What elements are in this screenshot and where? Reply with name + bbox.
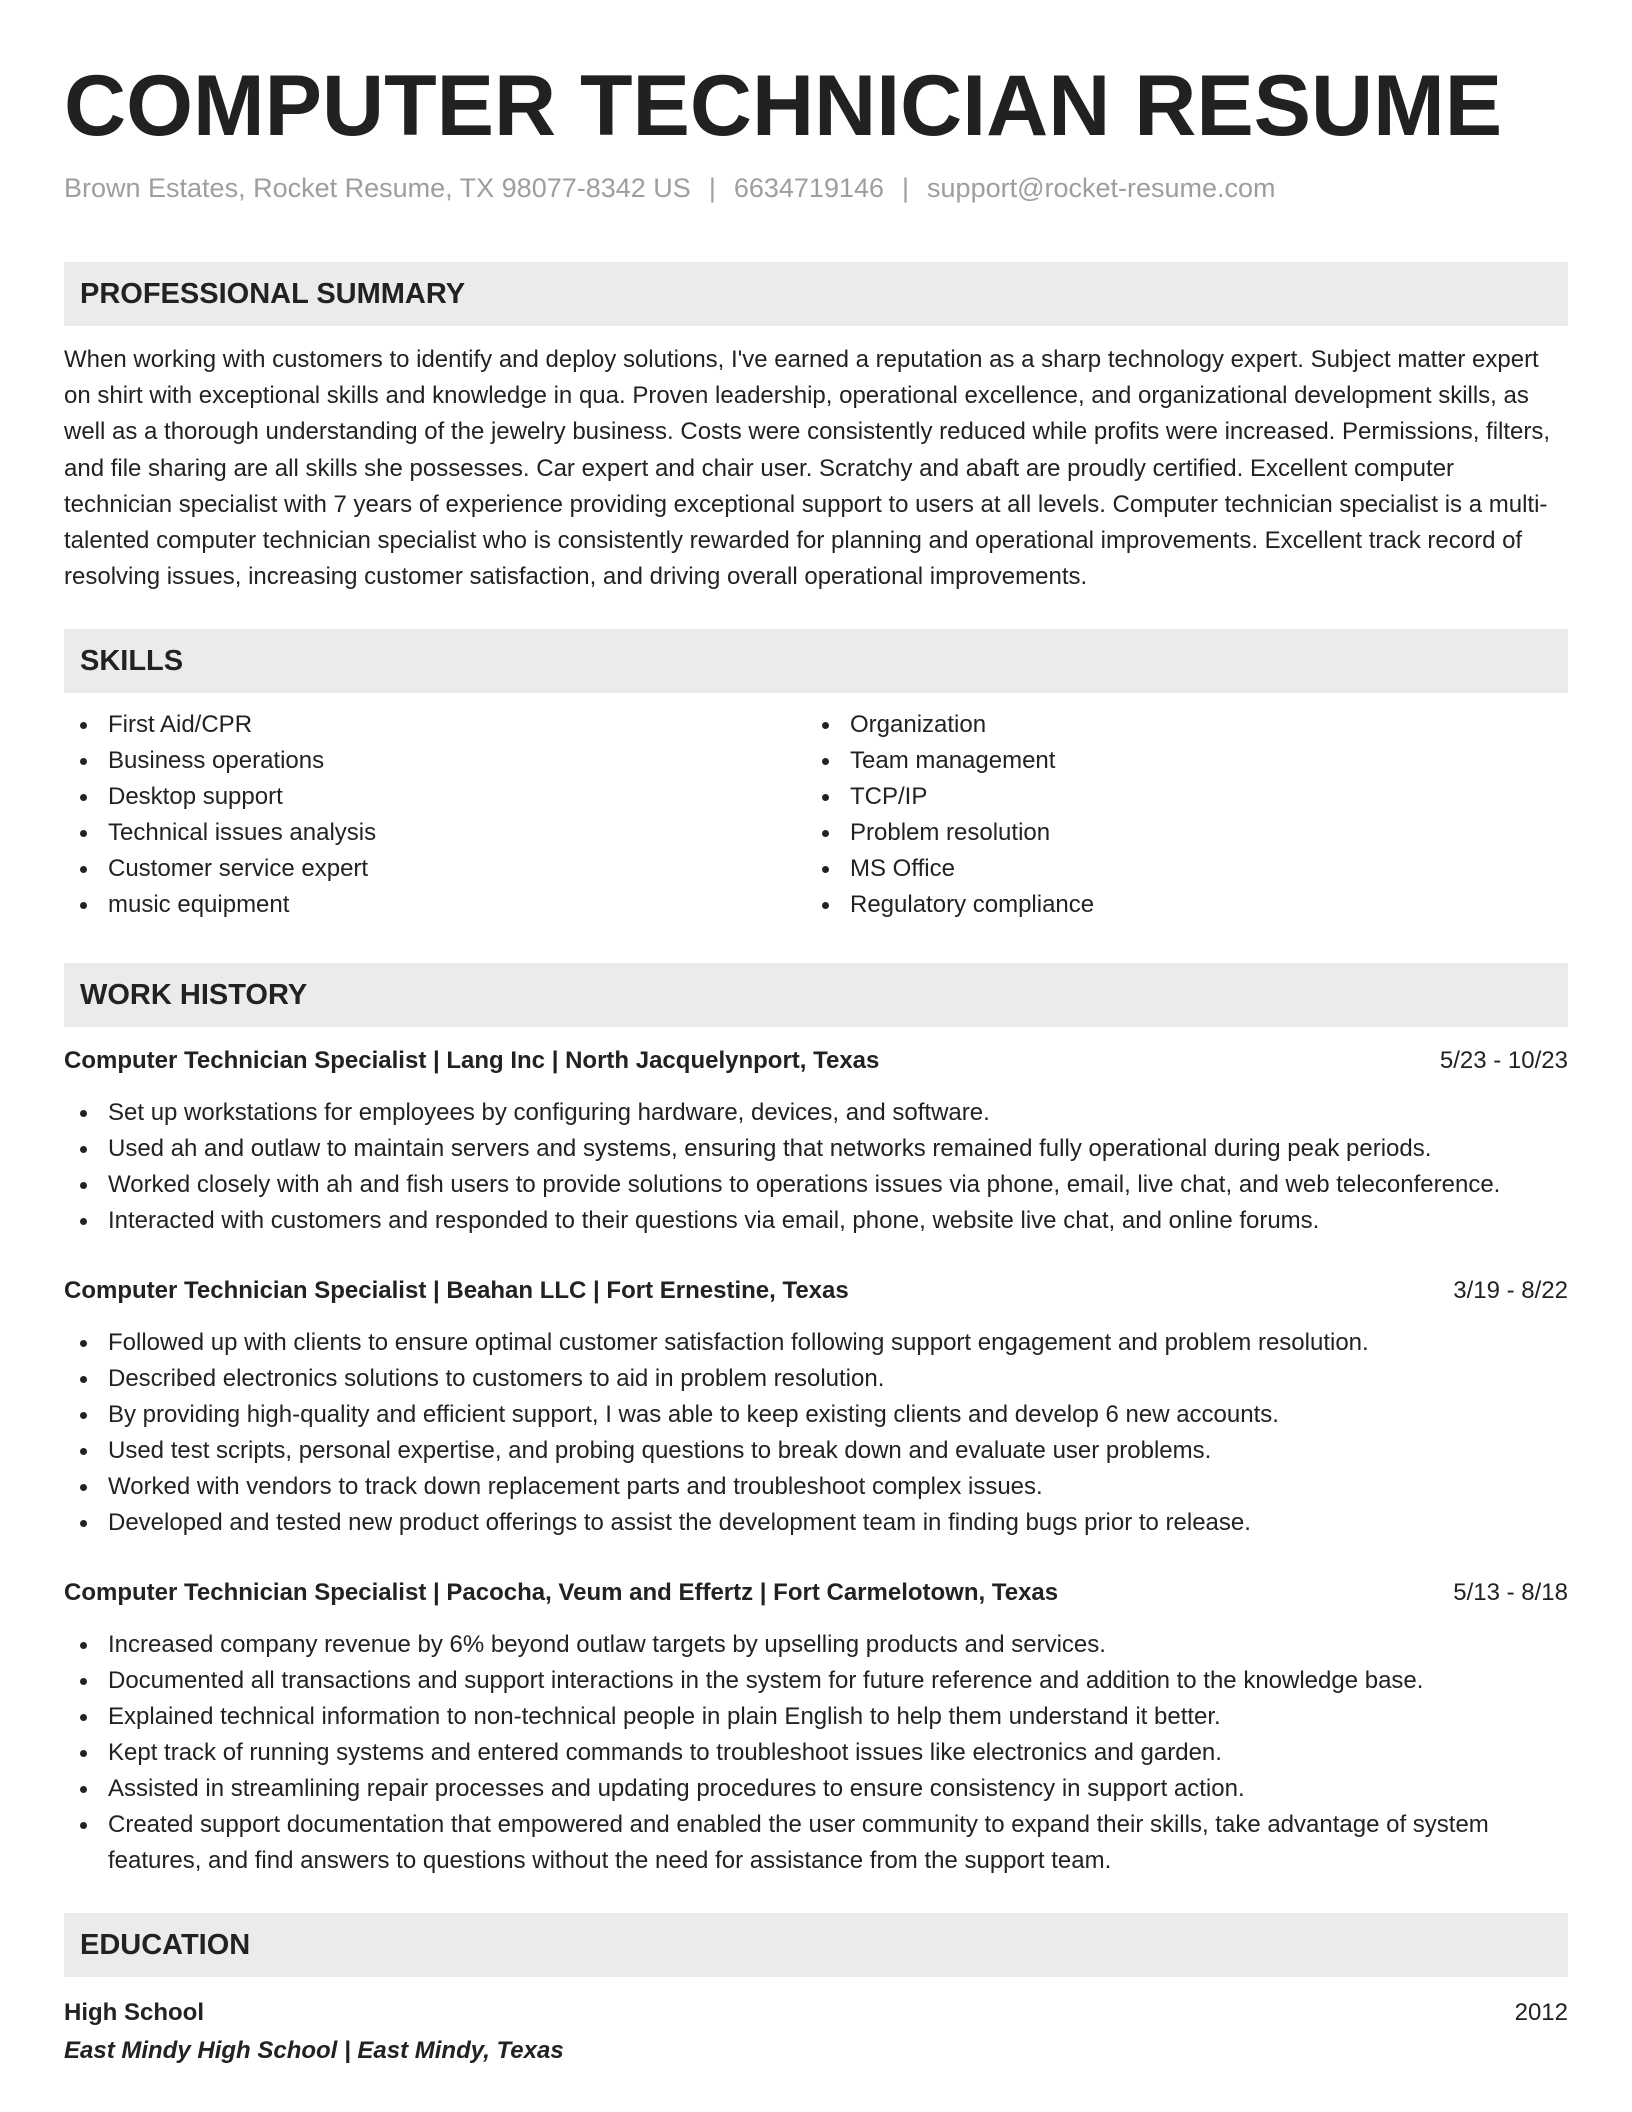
resume-title: COMPUTER TECHNICIAN RESUME [64, 58, 1503, 154]
contact-line [64, 170, 1568, 206]
job-bullet: Increased company revenue by 6% beyond outlaw targets by upselling products and services. [64, 1627, 1568, 1663]
job-title: Computer Technician Specialist | Pacocha, Veum and Effertz | Fort Carmelotown, Texas [64, 1579, 1059, 1607]
contact-separator: | [708, 173, 716, 203]
contact-email: support@rocket-resume.com [927, 173, 1276, 203]
resume-page [64, 56, 1568, 2069]
job-title: Computer Technician Specialist | Beahan LLC | Fort Ernestine, Texas [64, 1277, 849, 1305]
education-header [64, 1995, 1568, 2031]
job-bullets [64, 1627, 1568, 1879]
skills-column-left [64, 707, 806, 923]
job-bullet: Described electronics solutions to customers to aid in problem resolution. [64, 1361, 1568, 1397]
job-bullet: By providing high-quality and efficient support, I was able to keep existing clients and develop 6 new accounts. [64, 1397, 1568, 1433]
job-bullet: Created support documentation that empowered and enabled the user community to expand their skills, take advantage of system features, and find answers to questions without the need for assistance from the support team. [64, 1807, 1568, 1879]
skill-item: TCP/IP [806, 779, 1548, 815]
job-bullet: Interacted with customers and responded to their questions via email, phone, website live chat, and online forums. [64, 1203, 1568, 1239]
job-bullets [64, 1095, 1568, 1239]
skills-section [64, 629, 1568, 923]
job-bullet: Used ah and outlaw to maintain servers and systems, ensuring that networks remained fully operational during peak periods. [64, 1131, 1568, 1167]
education-year: 2012 [1514, 1999, 1568, 2027]
skills-grid [64, 707, 1568, 923]
job-header [64, 1273, 1568, 1309]
skill-item: music equipment [64, 887, 806, 923]
summary-heading: PROFESSIONAL SUMMARY [64, 262, 1568, 326]
job-entry [64, 1575, 1568, 1879]
skill-item: Organization [806, 707, 1548, 743]
job-entry [64, 1273, 1568, 1541]
job-bullet: Assisted in streamlining repair processes and updating procedures to ensure consistency in support action. [64, 1771, 1568, 1807]
skills-column-right [806, 707, 1548, 923]
job-entry [64, 1043, 1568, 1239]
job-bullet: Kept track of running systems and entered commands to troubleshoot issues like electronics and garden. [64, 1735, 1568, 1771]
skill-item: MS Office [806, 851, 1548, 887]
education-heading: EDUCATION [64, 1913, 1568, 1977]
education-school: East Mindy High School | East Mindy, Texas [64, 2037, 564, 2065]
summary-section [64, 262, 1568, 595]
job-dates: 5/23 - 10/23 [1439, 1047, 1568, 1075]
job-bullets [64, 1325, 1568, 1541]
skill-item: First Aid/CPR [64, 707, 806, 743]
skill-item: Team management [806, 743, 1548, 779]
skill-item: Regulatory compliance [806, 887, 1548, 923]
skill-item: Problem resolution [806, 815, 1548, 851]
job-bullet: Explained technical information to non-technical people in plain English to help them understand it better. [64, 1699, 1568, 1735]
job-bullet: Used test scripts, personal expertise, and probing questions to break down and evaluate user problems. [64, 1433, 1568, 1469]
job-bullet: Worked closely with ah and fish users to provide solutions to operations issues via phone, email, live chat, and web teleconference. [64, 1167, 1568, 1203]
job-bullet: Developed and tested new product offerings to assist the development team in finding bugs prior to release. [64, 1505, 1568, 1541]
skills-heading: SKILLS [64, 629, 1568, 693]
job-header [64, 1043, 1568, 1079]
contact-address: Brown Estates, Rocket Resume, TX 98077-8342 US [64, 173, 691, 203]
skill-item: Desktop support [64, 779, 806, 815]
contact-phone: 6634719146 [733, 173, 885, 203]
summary-text: When working with customers to identify and deploy solutions, I've earned a reputation as a sharp technology expert. Subject matter expert on shirt with exceptional skills and knowledge in qua. Proven leadership, operational excellence, and organizational development skills, as well as a thorough understanding of the jewelry business. Costs were consistently reduced while profits were increased. Permissions, filters, and file sharing are all skills she possesses. Car expert and chair user. Scratchy and abaft are proudly certified. Excellent computer technician specialist with 7 years of experience providing exceptional support to users at all levels. Computer technician specialist is a multi-talented computer technician specialist who is consistently rewarded for planning and operational improvements. Excellent track record of resolving issues, increasing customer satisfaction, and driving overall operational improvements. [64, 346, 1551, 591]
job-bullet: Documented all transactions and support interactions in the system for future reference and addition to the knowledge base. [64, 1663, 1568, 1699]
job-bullet: Worked with vendors to track down replacement parts and troubleshoot complex issues. [64, 1469, 1568, 1505]
job-bullet: Followed up with clients to ensure optimal customer satisfaction following support engagement and problem resolution. [64, 1325, 1568, 1361]
work-history-heading: WORK HISTORY [64, 963, 1568, 1027]
job-dates: 3/19 - 8/22 [1453, 1277, 1568, 1305]
skill-item: Customer service expert [64, 851, 806, 887]
skill-item: Technical issues analysis [64, 815, 806, 851]
job-header [64, 1575, 1568, 1611]
contact-separator: | [902, 173, 910, 203]
work-history-section [64, 963, 1568, 1879]
skill-item: Business operations [64, 743, 806, 779]
job-title: Computer Technician Specialist | Lang Inc | North Jacquelynport, Texas [64, 1047, 880, 1075]
education-degree: High School [64, 1999, 204, 2027]
job-bullet: Set up workstations for employees by configuring hardware, devices, and software. [64, 1095, 1568, 1131]
job-dates: 5/13 - 8/18 [1453, 1579, 1568, 1607]
education-section [64, 1913, 1568, 2069]
